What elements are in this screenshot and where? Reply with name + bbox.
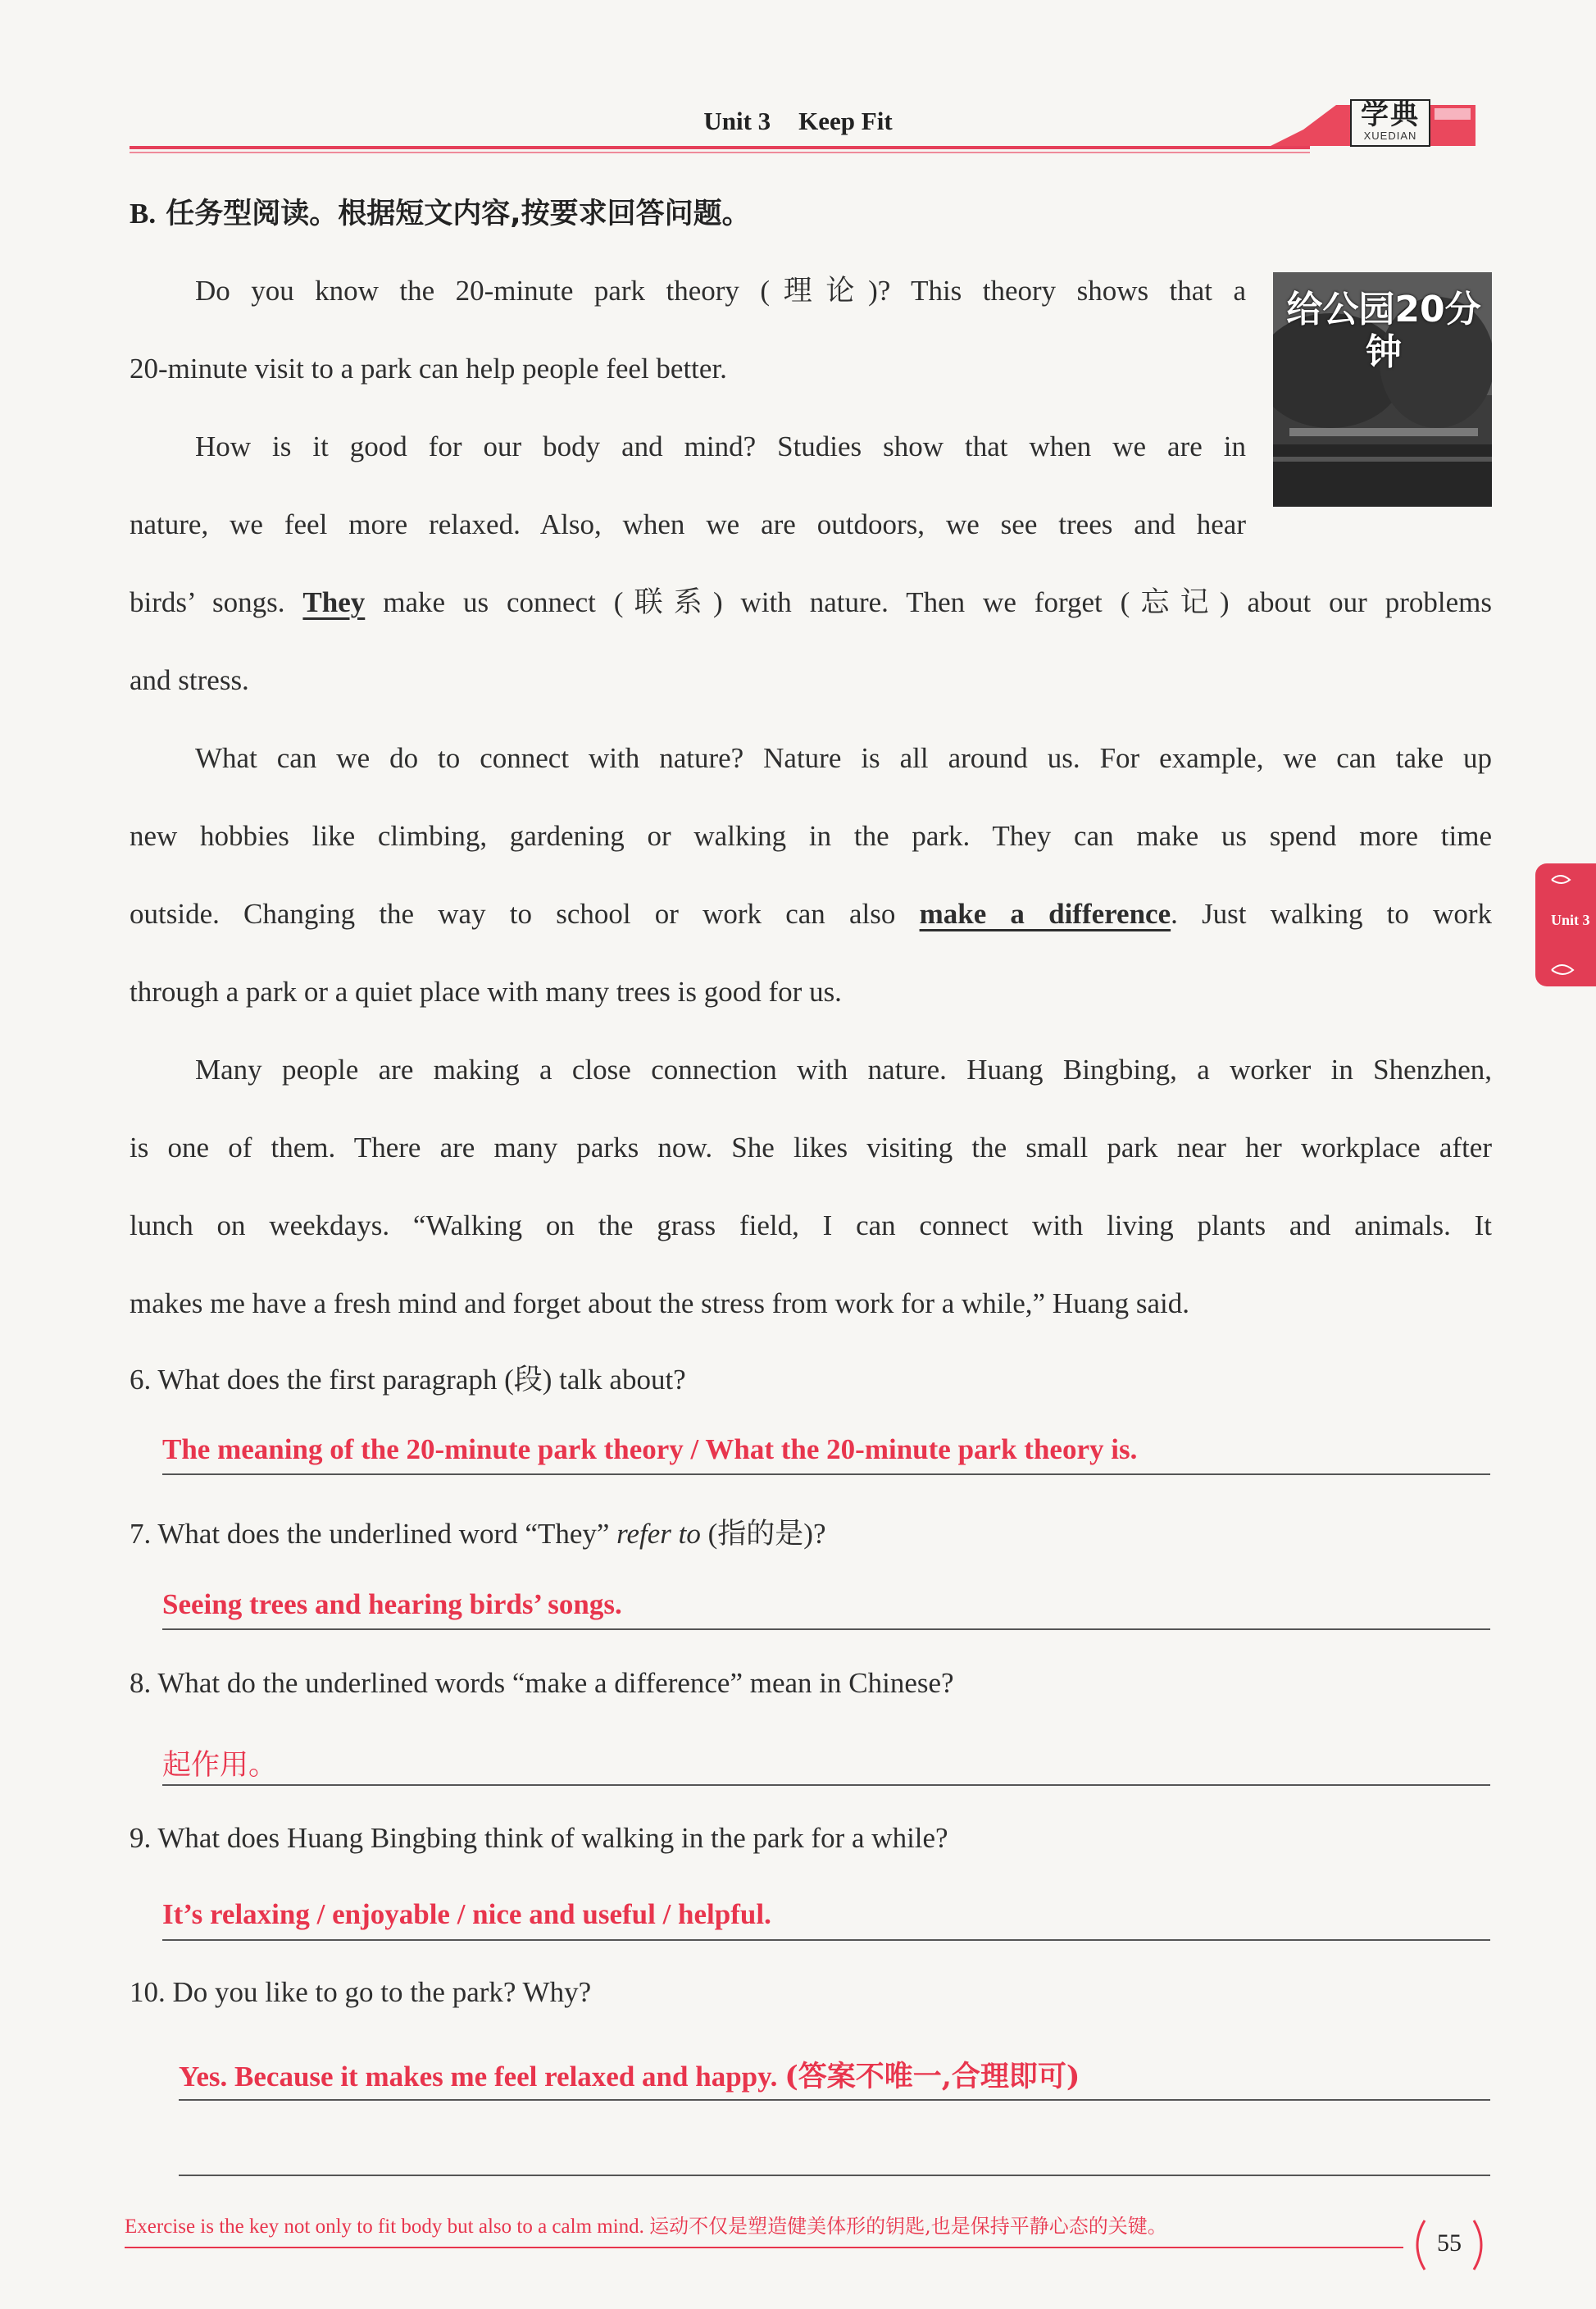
answer-10-note: (答案不唯一,合理即可) bbox=[784, 2060, 1080, 2093]
p3-line3-pre: outside. Changing the way to school or work can also bbox=[130, 898, 896, 930]
section-instruction: 任务型阅读。根据短文内容,按要求回答问题。 bbox=[166, 198, 751, 230]
section-label: B. bbox=[130, 198, 157, 230]
header-rule-thin bbox=[130, 152, 1310, 153]
answer-6: The meaning of the 20-minute park theory / What the 20-minute park theory is. bbox=[162, 1433, 1138, 1465]
answer-line-6 bbox=[162, 1473, 1490, 1475]
p3-line3-post: . Just walking to work bbox=[1171, 898, 1493, 930]
question-7-text: 7. What does the underlined word “They” bbox=[130, 1518, 610, 1550]
passage-paragraph-2a bbox=[130, 408, 1246, 563]
footer-quote-en: Exercise is the key not only to fit body but also to a calm mind. bbox=[125, 2216, 644, 2238]
p4-line4: makes me have a fresh mind and forget about the stress from work for a while,” Huang said. bbox=[130, 1287, 1190, 1319]
answer-line-10-extra bbox=[179, 2175, 1490, 2176]
answer-line-10 bbox=[179, 2099, 1490, 2101]
p1-line2: 20-minute visit to a park can help people feel better. bbox=[130, 353, 727, 385]
question-8: 8. What do the underlined words “make a difference” mean in Chinese? bbox=[130, 1667, 954, 1699]
underlined-phrase-make-a-difference: make a difference bbox=[919, 898, 1171, 930]
answer-line-8 bbox=[162, 1784, 1490, 1786]
question-10: 10. Do you like to go to the park? Why? bbox=[130, 1976, 592, 2008]
side-tab-label: Unit 3 bbox=[1551, 912, 1590, 928]
question-7-suffix: (指的是)? bbox=[707, 1518, 826, 1550]
question-9: 9. What does Huang Bingbing think of walking in the park for a while? bbox=[130, 1822, 948, 1854]
answer-10 bbox=[179, 2054, 1080, 2095]
answer-10-text: Yes. Because it makes me feel relaxed and happy. bbox=[179, 2061, 778, 2093]
footer-quote-cn: 运动不仅是塑造健美体形的钥匙,也是保持平静心态的关键。 bbox=[649, 2215, 1167, 2238]
brand-logo-subtext: XUEDIAN bbox=[1363, 130, 1417, 142]
question-6: 6. What does the first paragraph (段) talk about? bbox=[130, 1364, 686, 1396]
question-7 bbox=[130, 1511, 826, 1552]
photo-caption: 给公园20分钟 bbox=[1286, 289, 1481, 373]
unit-title: Keep Fit bbox=[798, 107, 893, 135]
p3-line2: new hobbies like climbing, gardening or walking in the park. They can make us spend more time bbox=[130, 820, 1492, 852]
answer-8: 起作用。 bbox=[162, 1749, 278, 1782]
page-number: 55 bbox=[1437, 2229, 1462, 2257]
section-heading bbox=[130, 191, 751, 232]
p2-line4: and stress. bbox=[130, 664, 249, 696]
p1-line1: Do you know the 20-minute park theory (理论)? This theory shows that a bbox=[195, 275, 1246, 307]
answer-line-7 bbox=[162, 1628, 1490, 1630]
passage-paragraph-2b bbox=[130, 563, 1492, 719]
footer-rule bbox=[125, 2247, 1403, 2248]
underlined-word-they: They bbox=[302, 586, 366, 618]
passage-paragraph-4 bbox=[130, 1031, 1492, 1342]
question-7-emphasis: refer to bbox=[616, 1518, 701, 1550]
p4-line2: is one of them. There are many parks now. She likes visiting the small park near her workplace after bbox=[130, 1132, 1492, 1164]
passage-paragraph-3 bbox=[130, 719, 1492, 1031]
answer-line-9 bbox=[162, 1939, 1490, 1941]
p4-line1: Many people are making a close connection with nature. Huang Bingbing, a worker in Shenzhen, bbox=[195, 1054, 1492, 1086]
p2-line2: nature, we feel more relaxed. Also, when we are outdoors, we see trees and hear bbox=[130, 508, 1246, 540]
p2-line3-post: make us connect (联系) with nature. Then we forget (忘记) about our problems bbox=[383, 586, 1492, 618]
passage-paragraph-1 bbox=[130, 252, 1246, 408]
p3-line1: What can we do to connect with nature? Nature is all around us. For example, we can take up bbox=[195, 742, 1492, 774]
answer-7: Seeing trees and hearing birds’ songs. bbox=[162, 1588, 622, 1620]
header-rule bbox=[130, 146, 1310, 149]
park-photo bbox=[1273, 272, 1492, 507]
footer-quote bbox=[125, 2210, 1167, 2238]
unit-label: Unit 3 bbox=[703, 107, 771, 135]
p2-line3-pre: birds’ songs. bbox=[130, 586, 285, 618]
answer-9: It’s relaxing / enjoyable / nice and useful / helpful. bbox=[162, 1898, 771, 1930]
brand-logo-text: 学典 bbox=[1361, 98, 1420, 131]
p2-line1: How is it good for our body and mind? Studies show that when we are in bbox=[195, 430, 1246, 462]
p4-line3: lunch on weekdays. “Walking on the grass field, I can connect with living plants and animals. It bbox=[130, 1209, 1492, 1241]
p3-line4: through a park or a quiet place with many trees is good for us. bbox=[130, 976, 842, 1008]
